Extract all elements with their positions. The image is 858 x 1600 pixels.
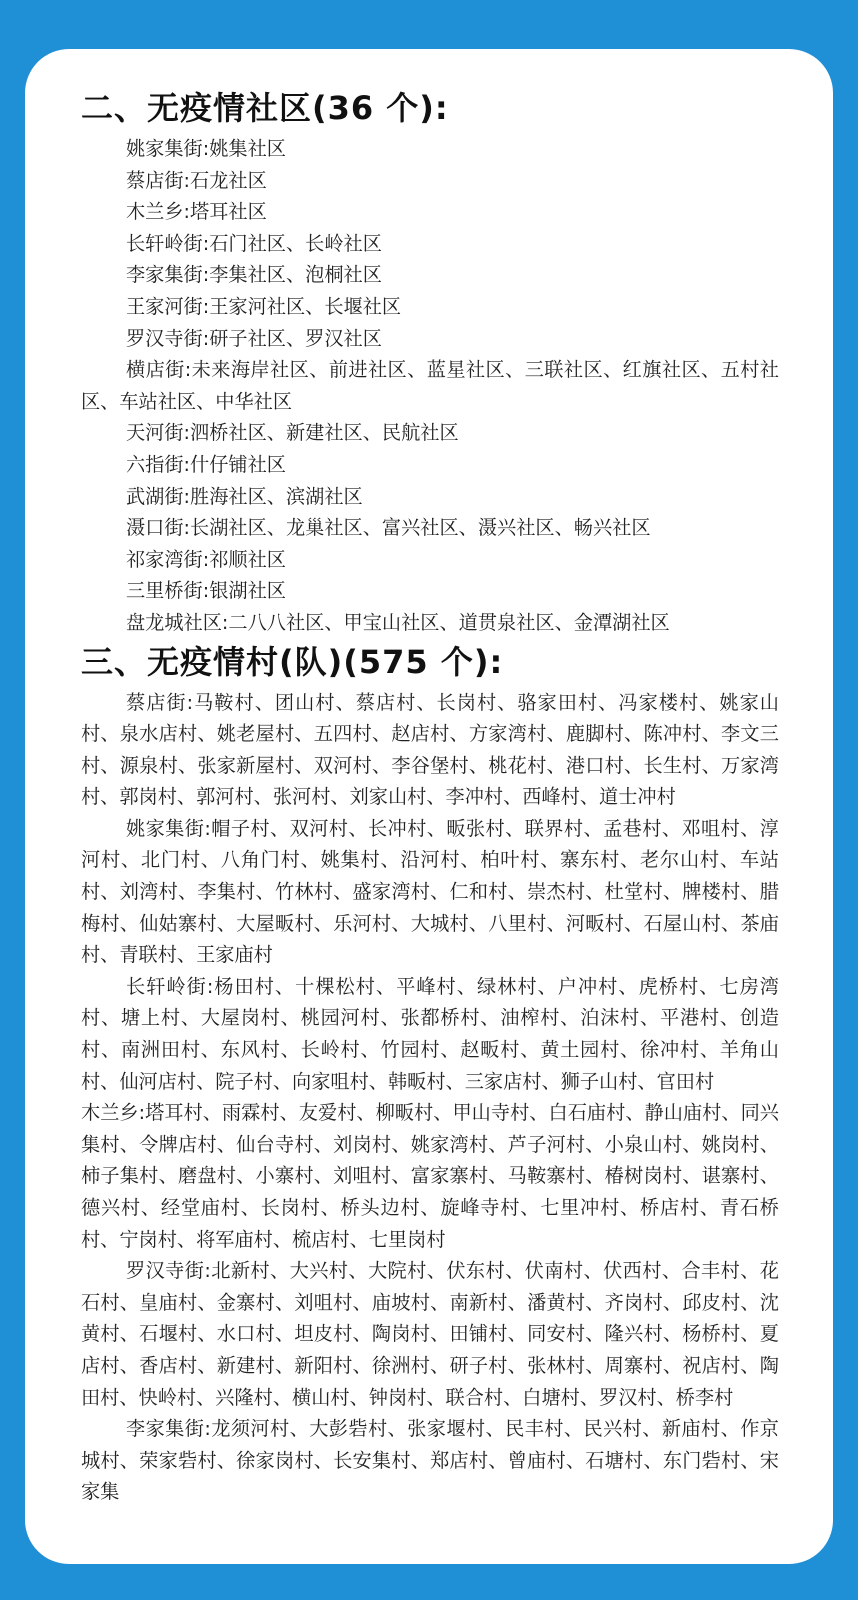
list-item: 横店街:未来海岸社区、前进社区、蓝星社区、三联社区、红旗社区、五村社区、车站社区、中华社区	[81, 358, 779, 413]
list-item: 姚家集街:姚集社区	[126, 137, 286, 160]
list-item: 李家集街:李集社区、泡桐社区	[126, 263, 382, 287]
list-item: 武湖街:胜海社区、滨湖社区	[126, 484, 363, 508]
list-item: 六指街:什仔铺社区	[126, 452, 286, 476]
list-item: 滠口街:长湖社区、龙巢社区、富兴社区、滠兴社区、畅兴社区	[126, 516, 651, 540]
list-item: 蔡店街:石龙社区	[126, 168, 267, 192]
section-3-title: 三、无疫情村(队)(575 个):	[81, 642, 504, 681]
list-item: 盘龙城社区:二八八社区、甲宝山社区、道贯泉社区、金潭湖社区	[126, 610, 670, 634]
list-item: 木兰乡:塔耳社区	[126, 200, 267, 224]
village-paragraph: 李家集街:龙须河村、大彭砦村、张家堰村、民丰村、民兴村、新庙村、作京城村、荣家砦村、徐家岗村、长安集村、郑店村、曾庙村、石塘村、东门砦村、宋家集	[81, 1417, 779, 1504]
village-paragraph: 木兰乡:塔耳村、雨霖村、友爱村、柳畈村、甲山寺村、白石庙村、静山庙村、同兴集村、令牌店村、仙台寺村、刘岗村、姚家湾村、芦子河村、小泉山村、姚岗村、柿子集村、磨盘村、小寨村、刘咀村、富家寨村、马鞍寨村、椿树岗村、谌寨村、德兴村、经堂庙村、长岗村、桥头边村、旋峰寺村、七里冲村、桥店村、青石桥村、宁岗村、将军庙村、梳店村、七里岗村	[81, 1101, 779, 1251]
list-item: 三里桥街:银湖社区	[126, 579, 286, 603]
village-paragraph: 罗汉寺街:北新村、大兴村、大院村、伏东村、伏南村、伏西村、合丰村、花石村、皇庙村、金寨村、刘咀村、庙坡村、南新村、潘黄村、齐岗村、邱皮村、沈黄村、石堰村、水口村、坦皮村、陶岗村、田铺村、同安村、隆兴村、杨桥村、夏店村、香店村、新建村、新阳村、徐洲村、研子村、张林村、周寨村、祝店村、陶田村、快岭村、兴隆村、横山村、钟岗村、联合村、白塘村、罗汉村、桥李村	[81, 1259, 779, 1409]
notice-card	[25, 49, 833, 1564]
section-2-list	[81, 133, 779, 639]
section-2-title: 二、无疫情社区(36 个):	[81, 89, 449, 127]
list-item: 王家河街:王家河社区、长堰社区	[126, 294, 402, 318]
list-item: 长轩岭街:石门社区、长岭社区	[126, 231, 382, 255]
section-3-list	[81, 687, 779, 1508]
list-item: 祁家湾街:祁顺社区	[126, 547, 286, 571]
list-item: 罗汉寺街:研子社区、罗汉社区	[126, 326, 382, 350]
village-paragraph: 蔡店街:马鞍村、团山村、蔡店村、长岗村、骆家田村、冯家楼村、姚家山村、泉水店村、姚老屋村、五四村、赵店村、方家湾村、鹿脚村、陈冲村、李文三村、源泉村、张家新屋村、双河村、李谷堡村、桃花村、港口村、长生村、万家湾村、郭岗村、郭河村、张河村、刘家山村、李冲村、西峰村、道士冲村	[81, 690, 779, 809]
village-paragraph: 长轩岭街:杨田村、十棵松村、平峰村、绿林村、户冲村、虎桥村、七房湾村、塘上村、大屋岗村、桃园河村、张都桥村、油榨村、泊沫村、平港村、创造村、南洲田村、东风村、长岭村、竹园村、赵畈村、黄土园村、徐冲村、羊角山村、仙河店村、院子村、向家咀村、韩畈村、三家店村、狮子山村、官田村	[81, 974, 779, 1093]
list-item: 天河街:泗桥社区、新建社区、民航社区	[126, 421, 459, 445]
village-paragraph: 姚家集街:帽子村、双河村、长冲村、畈张村、联界村、孟巷村、邓咀村、淳河村、北门村、八角门村、姚集村、沿河村、柏叶村、寨东村、老尔山村、车站村、刘湾村、李集村、竹林村、盛家湾村、仁和村、崇杰村、杜堂村、牌楼村、腊梅村、仙姑寨村、大屋畈村、乐河村、大城村、八里村、河畈村、石屋山村、茶庙村、青联村、王家庙村	[81, 816, 779, 967]
